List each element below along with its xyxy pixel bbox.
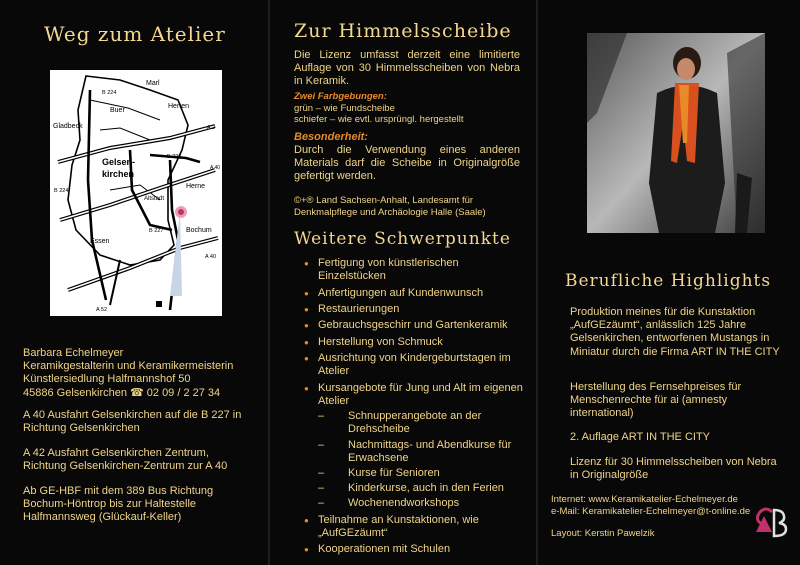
- address-title: Keramikgestalterin und Keramikermeisterin: [23, 360, 234, 373]
- color-variant-slate: schiefer – wie evtl. ursprüngl. hergestellt: [294, 114, 464, 125]
- list-item: ● Ausrichtung von Kindergeburtstagen im Atelier: [304, 352, 526, 378]
- sublist-item: – Wochenendworkshops: [318, 497, 526, 510]
- heading-weg-zum-atelier: Weg zum Atelier: [44, 22, 226, 46]
- list-item: ● Teilnahme an Kunstaktionen, wie „AufGEzäumt“: [304, 514, 526, 540]
- direction-bus: Ab GE-HBF mit dem 389 Bus Richtung Bochum-Höntrop bis zur Haltestelle Halfmannsweg (Glückauf-Keller): [23, 485, 214, 524]
- map-label-herne: Herne: [186, 183, 206, 190]
- address-street: Künstlersiedlung Halfmannshof 50: [23, 373, 191, 386]
- map-label-buer: Buer: [110, 107, 125, 114]
- map-label-a52: A 52: [96, 307, 108, 313]
- color-variant-green: grün – wie Fundscheibe: [294, 102, 395, 114]
- list-item: ● Fertigung von künstlerischen Einzelstücken: [304, 257, 526, 283]
- list-item: ● Kooperationen mit Schulen: [304, 543, 526, 556]
- map-label-b224: B 224: [102, 90, 117, 96]
- heading-zur-himmelsscheibe: Zur Himmelsscheibe: [294, 20, 512, 42]
- address-name: Barbara Echelmeyer: [23, 347, 124, 359]
- license-intro: Die Lizenz umfasst derzeit eine limitierte Auflage von 30 Himmelsscheiben von Nebra in Keramik.: [294, 49, 520, 88]
- list-item-courses: [304, 382, 526, 511]
- special-feature-text: Durch die Verwendung eines anderen Materials darf die Scheibe in Originalgröße gefertigt werden.: [294, 144, 520, 183]
- map-label-gelsen: Gelsen-: [102, 157, 136, 167]
- panel-directions: [0, 0, 267, 565]
- portrait-photo: [587, 33, 765, 233]
- list-item: ● Gebrauchsgeschirr und Gartenkeramik: [304, 319, 526, 332]
- list-item: ● Anfertigungen auf Kundenwunsch: [304, 287, 526, 300]
- address-block: [23, 347, 258, 400]
- heading-weitere-schwerpunkte: Weitere Schwerpunkte: [294, 229, 511, 249]
- highlight-art-in-the-city: 2. Auflage ART IN THE CITY: [570, 431, 711, 443]
- highlight-tv-award: Herstellung des Fernsehpreises für Menschenrechte für ai (amnesty international): [570, 381, 742, 420]
- map-label-essen: Essen: [90, 238, 110, 245]
- panel-himmelsscheibe: [268, 0, 537, 565]
- map-label-b227: B 227: [149, 228, 164, 234]
- map-label-b224-left: B 224: [54, 188, 69, 194]
- map-label-a2: A 2: [207, 125, 215, 131]
- list-item: ● Restaurierungen: [304, 303, 526, 316]
- contact-block: [551, 494, 751, 540]
- map-label-b226: B 226: [167, 154, 182, 160]
- focus-list: [304, 257, 526, 560]
- map-label-kirchen: kirchen: [102, 169, 135, 179]
- direction-a42: A 42 Ausfahrt Gelsenkirchen Zentrum, Richtung Gelsenkirchen-Zentrum zur A 40: [23, 447, 228, 473]
- sublist-item: – Nachmittags- und Abendkurse für Erwachsene: [318, 439, 526, 465]
- heading-berufliche-highlights: Berufliche Highlights: [565, 271, 772, 291]
- map-label-a40-bottom: A 40: [205, 254, 217, 260]
- atelier-logo: [752, 502, 792, 544]
- map-label-a40-right: A 40: [210, 165, 221, 171]
- map-label-bochum: Bochum: [186, 227, 212, 234]
- map-label-marl: Marl: [146, 80, 160, 87]
- website-link[interactable]: Internet: www.Keramikatelier-Echelmeyer.de: [551, 494, 738, 505]
- list-item: ● Herstellung von Schmuck: [304, 336, 526, 349]
- color-variants: [294, 91, 520, 126]
- location-map: [50, 70, 222, 316]
- map-label-altstadt: Altstadt: [144, 196, 165, 202]
- map-label-gladbeck: Gladbeck: [53, 123, 83, 130]
- email-link[interactable]: e-Mail: Keramikatelier-Echelmeyer@t-online.de: [551, 506, 751, 517]
- address-city-phone: 45886 Gelsenkirchen ☎ 02 09 / 2 27 34: [23, 386, 221, 399]
- courses-sublist: [318, 410, 526, 510]
- copyright-note: ©+® Land Sachsen-Anhalt, Landesamt für Denkmalpflege und Archäologie Halle (Saale): [294, 195, 486, 218]
- courses-label: Kursangebote für Jung und Alt im eigenen Atelier: [318, 381, 523, 407]
- color-variants-label: Zwei Farbgebungen:: [294, 91, 387, 102]
- special-feature-label: Besonderheit:: [294, 131, 368, 143]
- direction-a40: A 40 Ausfahrt Gelsenkirchen auf die B 227 in Richtung Gelsenkirchen: [23, 409, 242, 435]
- highlight-mustang: Produktion meines für die Kunstaktion „AufGEzäumt“, anlässlich 125 Jahre Gelsenkirchen, entworfenen Mustangs in Miniatur durch die Firma ART IN THE CITY: [570, 306, 780, 358]
- sublist-item: – Kurse für Senioren: [318, 467, 526, 480]
- map-label-herten: Herten: [168, 103, 190, 110]
- sublist-item: – Schnupperangebote an der Drehscheibe: [318, 410, 526, 436]
- sublist-item: – Kinderkurse, auch in den Ferien: [318, 482, 526, 495]
- layout-credit: Layout: Kerstin Pawelzik: [551, 528, 655, 539]
- highlight-himmelsscheiben: Lizenz für 30 Himmelsscheiben von Nebra in Originalgröße: [570, 456, 777, 482]
